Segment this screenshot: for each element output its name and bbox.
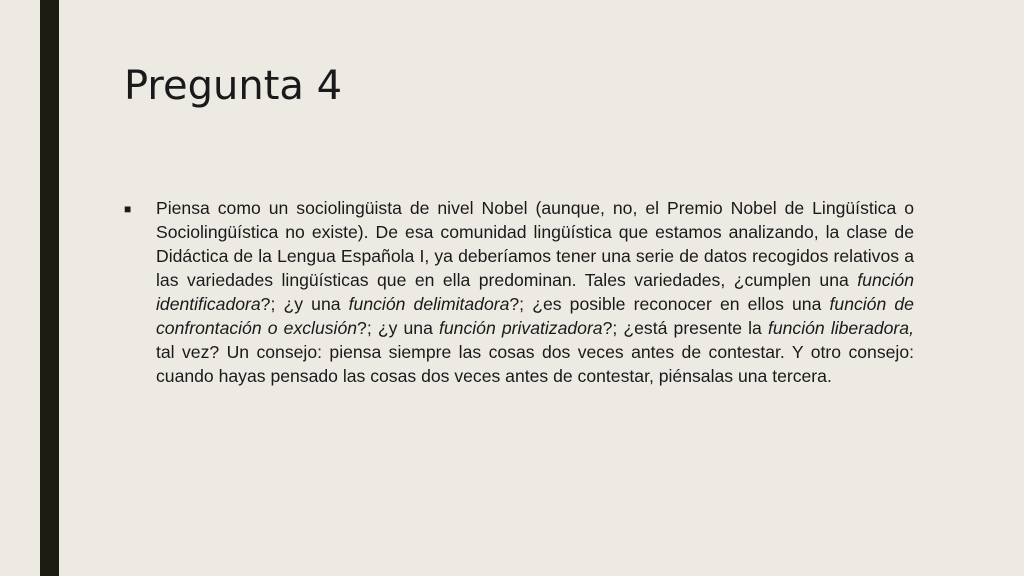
- paragraph-text: Piensa como un sociolingüista de nivel Nobel (aunque, no, el Premio Nobel de Lingüística o Sociolingüística no existe). De esa comunidad lingüística que estamos analizando, la clase de Didáctica de la Lengua Española I, ya deberíamos tener una serie de datos recogidos relativos a las variedades lingüísticas que en ella predominan. Tales variedades, ¿cumplen una: [156, 198, 914, 290]
- accent-bar: [40, 0, 59, 576]
- emphasis-funcion-privatizadora: función privatizadora: [439, 318, 603, 338]
- emphasis-funcion-delimitadora: función delimitadora: [348, 294, 510, 314]
- bullet-item: [124, 196, 914, 388]
- question-paragraph: [156, 196, 914, 388]
- bullet-list: [124, 196, 914, 388]
- emphasis-funcion-confrontacion: función de confrontación o exclusión: [156, 294, 914, 338]
- emphasis-funcion-identificadora: función identificadora: [156, 270, 914, 314]
- paragraph-text: ?; ¿y una: [357, 318, 439, 338]
- paragraph-text: tal vez? Un consejo: piensa siempre las cosas dos veces antes de contestar. Y otro consejo: cuando hayas pensado las cosas dos veces antes de contestar, piénsalas una tercera.: [156, 342, 914, 386]
- paragraph-text: ?; ¿y una: [260, 294, 349, 314]
- slide-title: Pregunta 4: [124, 63, 343, 109]
- paragraph-text: ?; ¿está presente la: [602, 318, 768, 338]
- square-bullet-icon: ■: [124, 202, 132, 216]
- emphasis-funcion-liberadora: función liberadora,: [767, 318, 914, 338]
- paragraph-text: ?; ¿es posible reconocer en ellos una: [509, 294, 830, 314]
